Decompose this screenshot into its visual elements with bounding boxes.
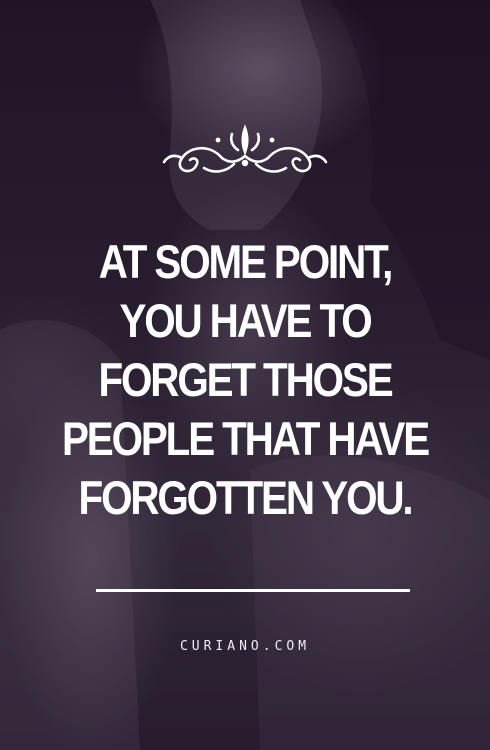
quote-text [20,232,470,527]
quote-line: AT SOME POINT, [98,235,392,288]
quote-line: FORGET THOSE [98,353,392,406]
quote-line: YOU HAVE TO [119,294,371,347]
flourish-ornament-icon [160,118,330,180]
divider-line [96,589,410,592]
quote-line: FORGOTTEN YOU. [78,471,412,524]
quote-line: PEOPLE THAT HAVE [61,412,429,465]
site-watermark: CURIANO.COM [179,639,311,654]
